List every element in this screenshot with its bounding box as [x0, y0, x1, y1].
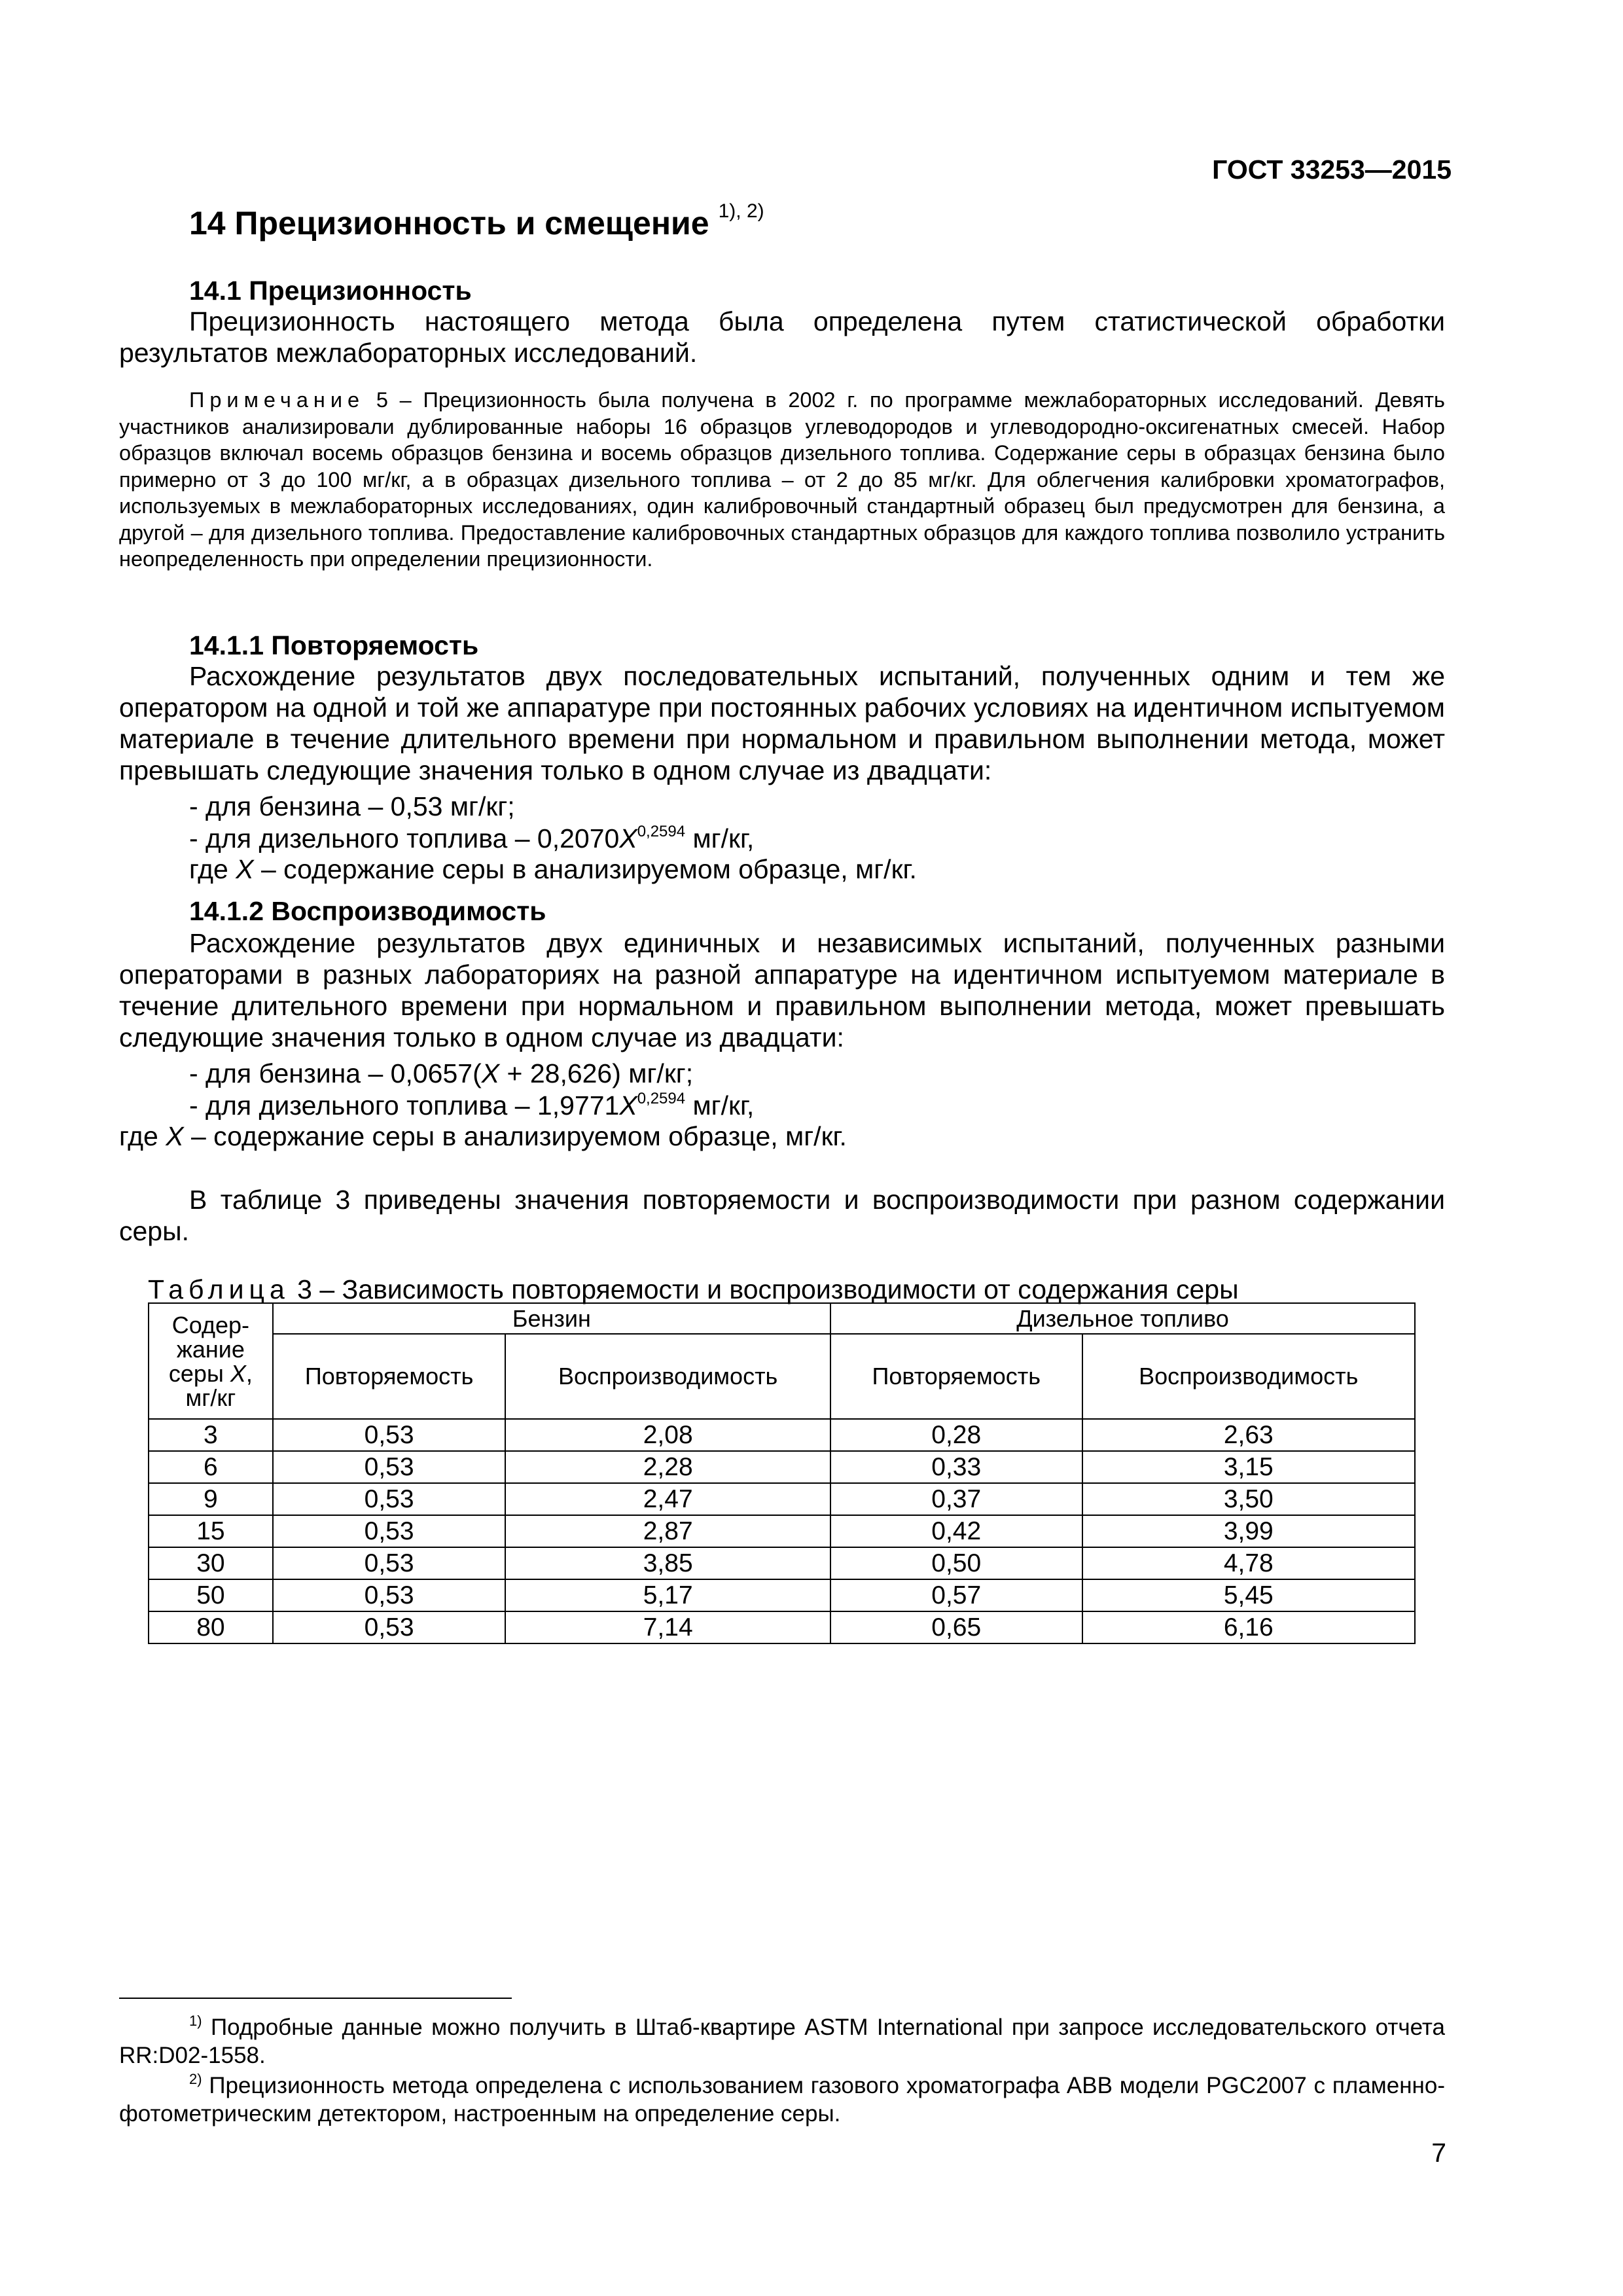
table-header-content-line-3-pre: серы [168, 1359, 230, 1387]
table-header-content-line-3-post: , [245, 1359, 253, 1387]
table-cell: 50 [149, 1579, 273, 1611]
table-cell: 2,63 [1082, 1419, 1415, 1451]
table-cell: 3,85 [505, 1547, 830, 1579]
table-row [149, 1515, 1415, 1547]
reproducibility-diesel [189, 1090, 754, 1121]
table-header-diesel: Дизельное топливо [830, 1303, 1415, 1334]
repeatability-where-post: – содержание серы в анализируемом образце, мг/кг. [253, 854, 917, 884]
table-cell: 5,45 [1082, 1579, 1415, 1611]
table-header-content [149, 1303, 273, 1419]
table-header-diesel-reproducibility: Воспроизводимость [1082, 1334, 1415, 1419]
note-label: Примечание [189, 388, 365, 412]
precision-paragraph [119, 306, 1445, 368]
document-code: ГОСТ 33253—2015 [1212, 154, 1452, 185]
table-cell: 3,50 [1082, 1483, 1415, 1515]
sulfur-precision-table [148, 1302, 1416, 1644]
table-cell: 0,33 [830, 1451, 1082, 1483]
table-cell: 15 [149, 1515, 273, 1547]
table-cell: 80 [149, 1611, 273, 1643]
table-intro-text: В таблице 3 приведены значения повторяемости и воспроизводимости при разном содержании серы. [119, 1185, 1445, 1246]
table-cell: 0,57 [830, 1579, 1082, 1611]
table-cell: 7,14 [505, 1611, 830, 1643]
footnote-2-text: Прецизионность метода определена с использованием газового хроматографа ABB модели PGC2007 с пламенно-фотометрическим детектором, настроенным на определение серы. [119, 2073, 1445, 2126]
footnote-1-text: Подробные данные можно получить в Штаб-квартире ASTM International при запросе исследовательского отчета RR:D02-1558. [119, 2015, 1445, 2068]
table-cell: 30 [149, 1547, 273, 1579]
table-intro-paragraph [119, 1184, 1445, 1247]
footnote-2-mark: 2) [189, 2071, 202, 2087]
precision-heading: 14.1 Прецизионность [189, 276, 472, 306]
reproducibility-where-var: X [166, 1121, 184, 1151]
precision-text: Прецизионность настоящего метода была определена путем статистической обработки результатов межлабораторных исследований. [119, 306, 1445, 368]
reproducibility-gasoline-pre: - для бензина – 0,0657( [189, 1058, 482, 1088]
page-number: 7 [1431, 2138, 1446, 2168]
table-caption-label: Таблица [148, 1274, 290, 1304]
reproducibility-text: Расхождение результатов двух единичных и независимых испытаний, полученных разными операторами в разных лабораториях на разной аппаратуре на идентичном испытуемом материале в течение длительного времени при нормальном и правильном выполнении метода, может превышать следующие значения только в одном случае из двадцати: [119, 928, 1445, 1052]
repeatability-gasoline: - для бензина – 0,53 мг/кг; [189, 791, 515, 821]
reproducibility-paragraph [119, 927, 1445, 1053]
reproducibility-gasoline-var: X [481, 1058, 500, 1088]
table-cell: 0,53 [273, 1483, 506, 1515]
footnote-2 [119, 2065, 1445, 2128]
table-cell: 5,17 [505, 1579, 830, 1611]
table-cell: 3,15 [1082, 1451, 1415, 1483]
repeatability-diesel [189, 823, 754, 854]
table-header-content-line-2: жание [176, 1335, 245, 1363]
table-cell: 3 [149, 1419, 273, 1451]
repeatability-text: Расхождение результатов двух последовательных испытаний, полученных одним и тем же оператором на одной и той же аппаратуре при постоянных рабочих условиях на идентичном испытуемом материале в течение длительного времени при нормальном и правильном выполнении метода, может превышать следующие значения только в одном случае из двадцати: [119, 661, 1445, 785]
reproducibility-gasoline-post: + 28,626) мг/кг; [499, 1058, 694, 1088]
note-5 [119, 387, 1445, 573]
table-cell: 0,65 [830, 1611, 1082, 1643]
table-row [149, 1483, 1415, 1515]
table-cell: 2,47 [505, 1483, 830, 1515]
reproducibility-diesel-var: X [619, 1090, 637, 1121]
table-caption-text: 3 – Зависимость повторяемости и воспроизводимости от содержания серы [289, 1274, 1239, 1304]
repeatability-diesel-pre: - для дизельного топлива – 0,2070 [189, 823, 620, 853]
table-row [149, 1419, 1415, 1451]
reproducibility-heading: 14.1.2 Воспроизводимость [189, 896, 546, 926]
repeatability-diesel-post: мг/кг, [685, 823, 755, 853]
reproducibility-where-pre: где [119, 1121, 166, 1151]
section-title-footnote-ref: 1), 2) [718, 200, 764, 222]
table-cell: 2,08 [505, 1419, 830, 1451]
table-cell: 0,53 [273, 1579, 506, 1611]
table-row [149, 1451, 1415, 1483]
table-row [149, 1611, 1415, 1643]
repeatability-where [189, 854, 917, 885]
reproducibility-diesel-exp: 0,2594 [637, 1090, 686, 1107]
table-row [149, 1547, 1415, 1579]
section-title-text: 14 Прецизионность и смещение [189, 205, 709, 242]
repeatability-heading: 14.1.1 Повторяемость [189, 630, 479, 660]
reproducibility-where-post: – содержание серы в анализируемом образце, мг/кг. [183, 1121, 847, 1151]
table-cell: 0,53 [273, 1515, 506, 1547]
table-cell: 0,53 [273, 1451, 506, 1483]
table-cell: 0,50 [830, 1547, 1082, 1579]
table-caption [148, 1274, 1239, 1305]
repeatability-where-var: X [236, 854, 254, 884]
table-cell: 0,53 [273, 1547, 506, 1579]
reproducibility-gasoline [189, 1058, 693, 1089]
table-cell: 9 [149, 1483, 273, 1515]
table-header-content-line-4: мг/кг [185, 1384, 236, 1411]
table-cell: 3,99 [1082, 1515, 1415, 1547]
table-cell: 6 [149, 1451, 273, 1483]
table-row [149, 1579, 1415, 1611]
reproducibility-where [119, 1121, 847, 1152]
table-cell: 0,28 [830, 1419, 1082, 1451]
reproducibility-diesel-pre: - для дизельного топлива – 1,9771 [189, 1090, 620, 1121]
table-cell: 0,42 [830, 1515, 1082, 1547]
table-cell: 2,87 [505, 1515, 830, 1547]
table-header-diesel-repeatability: Повторяемость [830, 1334, 1082, 1419]
table-cell: 0,53 [273, 1611, 506, 1643]
repeatability-diesel-exp: 0,2594 [637, 823, 686, 840]
table-cell: 0,37 [830, 1483, 1082, 1515]
table-header-gasoline: Бензин [273, 1303, 830, 1334]
table-cell: 6,16 [1082, 1611, 1415, 1643]
table-cell: 2,28 [505, 1451, 830, 1483]
repeatability-where-pre: где [189, 854, 236, 884]
table-cell: 4,78 [1082, 1547, 1415, 1579]
footnote-1-mark: 1) [189, 2013, 202, 2029]
repeatability-diesel-var: X [619, 823, 637, 853]
table-cell: 0,53 [273, 1419, 506, 1451]
table-header-content-line-3 [149, 1361, 272, 1386]
table-header-gasoline-reproducibility: Воспроизводимость [505, 1334, 830, 1419]
table-header-gasoline-repeatability: Повторяемость [273, 1334, 506, 1419]
section-title [189, 200, 764, 242]
repeatability-paragraph [119, 660, 1445, 786]
table-header-content-line-1: Содер- [171, 1311, 250, 1338]
footnote-separator [119, 1998, 512, 1999]
reproducibility-diesel-post: мг/кг, [685, 1090, 755, 1121]
footnote-1 [119, 2007, 1445, 2070]
table-header-content-line-3-var: X [230, 1359, 246, 1387]
note-text: 5 – Прецизионность была получена в 2002 г. по программе межлабораторных исследований. Девять участников анализировали дублированные наборы 16 образцов углеводородов и углеводородно-оксигенатных смесей. Набор образцов включал восемь образцов бензина и восемь образцов дизельного топлива. Содержание серы в образцах бензина было примерно от 3 до 100 мг/кг, а в образцах дизельного топлива – от 2 до 85 мг/кг. Для облегчения калибровки хроматографов, используемых в межлабораторных исследованиях, один калибровочный стандартный образец был предусмотрен для бензина, а другой – для дизельного топлива. Предоставление калибровочных стандартных образцов для каждого топлива позволило устранить неопределенность при определении прецизионности. [119, 388, 1445, 571]
